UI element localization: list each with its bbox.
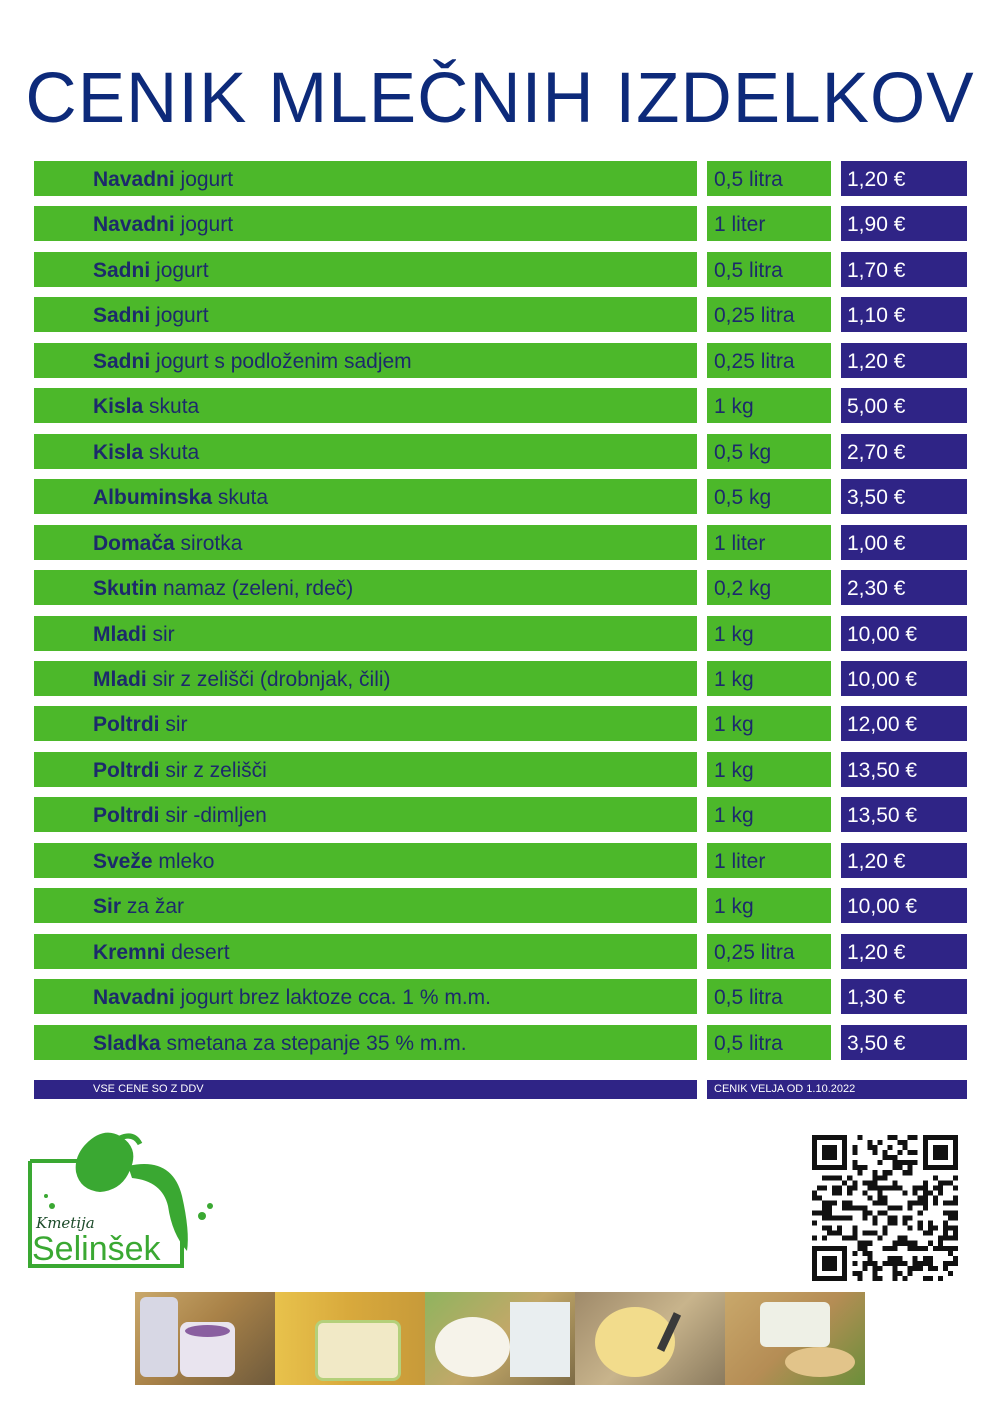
product-row [34, 343, 967, 378]
product-name-bold: Sveže [93, 849, 153, 873]
photo-herb-spread [725, 1292, 865, 1385]
product-name-rest: namaz (zeleni, rdeč) [157, 577, 354, 601]
photo-cottage-cheese [425, 1292, 575, 1385]
product-quantity: 0,25 litra [707, 343, 831, 378]
product-quantity: 0,5 litra [707, 1025, 831, 1060]
product-quantity: 0,2 kg [707, 570, 831, 605]
product-price: 3,50 € [841, 1025, 967, 1060]
product-name [34, 752, 697, 787]
product-quantity: 1 liter [707, 206, 831, 241]
product-price: 1,30 € [841, 979, 967, 1014]
product-name-rest: skuta [143, 395, 200, 419]
product-price: 10,00 € [841, 888, 967, 923]
product-row [34, 797, 967, 832]
product-name-bold: Poltrdi [93, 713, 160, 737]
product-name-bold: Poltrdi [93, 758, 160, 782]
product-quantity: 0,5 litra [707, 161, 831, 196]
product-name-bold: Kremni [93, 940, 166, 964]
product-row [34, 752, 967, 787]
product-name-rest: sir z zelišči (drobnjak, čili) [146, 667, 391, 691]
product-name [34, 888, 697, 923]
product-name-bold: Poltrdi [93, 804, 160, 828]
product-name [34, 843, 697, 878]
product-row [34, 661, 967, 696]
product-row [34, 843, 967, 878]
product-quantity: 1 kg [707, 388, 831, 423]
product-name-rest: smetana za stepanje 35 % m.m. [160, 1031, 467, 1055]
product-row [34, 979, 967, 1014]
product-name-rest: jogurt [150, 304, 209, 328]
spread-tub-shape [315, 1320, 401, 1381]
valid-from-bar [707, 1080, 967, 1099]
product-name-bold: Sir [93, 895, 122, 919]
product-price: 1,20 € [841, 161, 967, 196]
photo-cheese-wheel [575, 1292, 725, 1385]
product-quantity: 1 kg [707, 797, 831, 832]
product-name-bold: Domača [93, 531, 175, 555]
product-price: 1,10 € [841, 297, 967, 332]
product-row [34, 888, 967, 923]
product-row [34, 297, 967, 332]
product-name-rest: sirotka [174, 531, 243, 555]
product-row [34, 525, 967, 560]
product-row [34, 206, 967, 241]
cheese-bowl-shape [435, 1317, 510, 1377]
product-name-rest: sir [159, 713, 188, 737]
product-name-bold: Navadni [93, 168, 175, 191]
herb-tub-shape [760, 1302, 830, 1347]
bread-shape [785, 1347, 855, 1377]
milk-jug-logo-icon [22, 1126, 222, 1276]
product-row [34, 252, 967, 287]
product-quantity: 0,5 litra [707, 979, 831, 1014]
product-name-rest: za žar [121, 895, 185, 919]
product-name-bold: Navadni [93, 986, 175, 1010]
product-name-rest: jogurt [150, 258, 209, 282]
product-name-bold: Sadni [93, 304, 151, 328]
product-quantity: 1 kg [707, 616, 831, 651]
product-price: 1,20 € [841, 343, 967, 378]
product-price: 3,50 € [841, 479, 967, 514]
product-name [34, 706, 697, 741]
product-quantity: 0,5 kg [707, 434, 831, 469]
product-photo-strip [135, 1292, 865, 1385]
vat-note-bar [34, 1080, 697, 1099]
product-price: 1,90 € [841, 206, 967, 241]
product-name [34, 388, 697, 423]
product-row [34, 570, 967, 605]
product-row [34, 388, 967, 423]
product-price: 1,70 € [841, 252, 967, 287]
product-price: 1,20 € [841, 843, 967, 878]
product-name-bold: Kisla [93, 395, 144, 419]
product-name [34, 1025, 697, 1060]
product-name-bold: Mladi [93, 622, 147, 646]
product-name-rest: skuta [212, 486, 269, 510]
product-name [34, 525, 697, 560]
qr-code-icon [812, 1135, 958, 1281]
product-price: 10,00 € [841, 661, 967, 696]
product-price: 13,50 € [841, 797, 967, 832]
product-name-rest: jogurt brez laktoze cca. 1 % m.m. [174, 986, 491, 1010]
product-name [34, 661, 697, 696]
vat-note: VSE CENE SO Z DDV [93, 1083, 204, 1095]
product-name-bold: Skutin [93, 577, 158, 601]
product-name [34, 570, 697, 605]
product-row [34, 934, 967, 969]
product-price: 12,00 € [841, 706, 967, 741]
product-name-bold: Sadni [93, 258, 151, 282]
product-price: 10,00 € [841, 616, 967, 651]
product-quantity: 0,25 litra [707, 297, 831, 332]
product-name [34, 616, 697, 651]
mug-drink-shape [185, 1325, 230, 1337]
product-name-rest: mleko [152, 849, 215, 873]
product-quantity: 1 kg [707, 752, 831, 787]
product-name-rest: jogurt [174, 213, 234, 237]
product-name-bold: Albuminska [93, 486, 213, 510]
product-name-bold: Sadni [93, 349, 151, 373]
valid-from-note: CENIK VELJA OD 1.10.2022 [714, 1083, 856, 1095]
logo-line2: Selinšek [32, 1230, 161, 1268]
product-name-rest: sir -dimljen [159, 804, 267, 828]
product-quantity: 1 kg [707, 888, 831, 923]
product-row [34, 706, 967, 741]
product-quantity: 1 liter [707, 525, 831, 560]
product-name-bold: Sladka [93, 1031, 161, 1055]
product-price: 2,30 € [841, 570, 967, 605]
product-name [34, 934, 697, 969]
product-name-rest: jogurt s podloženim sadjem [150, 349, 412, 373]
product-row [34, 434, 967, 469]
product-name [34, 206, 697, 241]
product-name-bold: Navadni [93, 213, 175, 237]
product-price: 2,70 € [841, 434, 967, 469]
product-name-rest: jogurt [174, 168, 234, 191]
product-quantity: 0,25 litra [707, 934, 831, 969]
photo-corn-spread [275, 1292, 425, 1385]
product-row [34, 616, 967, 651]
product-name [34, 434, 697, 469]
product-name-bold: Kisla [93, 440, 144, 464]
product-name [34, 979, 697, 1014]
product-price: 1,00 € [841, 525, 967, 560]
product-price: 5,00 € [841, 388, 967, 423]
product-name-rest: sir z zelišči [159, 758, 267, 782]
product-price: 1,20 € [841, 934, 967, 969]
product-quantity: 1 kg [707, 706, 831, 741]
product-name-rest: skuta [143, 440, 200, 464]
product-name [34, 797, 697, 832]
product-row [34, 161, 967, 196]
product-name [34, 297, 697, 332]
product-name-rest: sir [146, 622, 175, 646]
logo-line1: Kmetija [36, 1214, 95, 1232]
product-quantity: 0,5 kg [707, 479, 831, 514]
bottle-shape [140, 1297, 178, 1377]
product-name [34, 252, 697, 287]
product-name-rest: desert [165, 940, 230, 964]
product-name [34, 479, 697, 514]
product-name-bold: Mladi [93, 667, 147, 691]
product-row [34, 1025, 967, 1060]
product-quantity: 1 kg [707, 661, 831, 696]
photo-milk-mug [135, 1292, 275, 1385]
product-quantity: 1 liter [707, 843, 831, 878]
product-price: 13,50 € [841, 752, 967, 787]
product-name [34, 343, 697, 378]
product-quantity: 0,5 litra [707, 252, 831, 287]
product-name [34, 161, 697, 196]
cheese-pack-shape [510, 1302, 570, 1377]
product-row [34, 479, 967, 514]
page-title: CENIK MLEČNIH IZDELKOV [25, 59, 975, 138]
